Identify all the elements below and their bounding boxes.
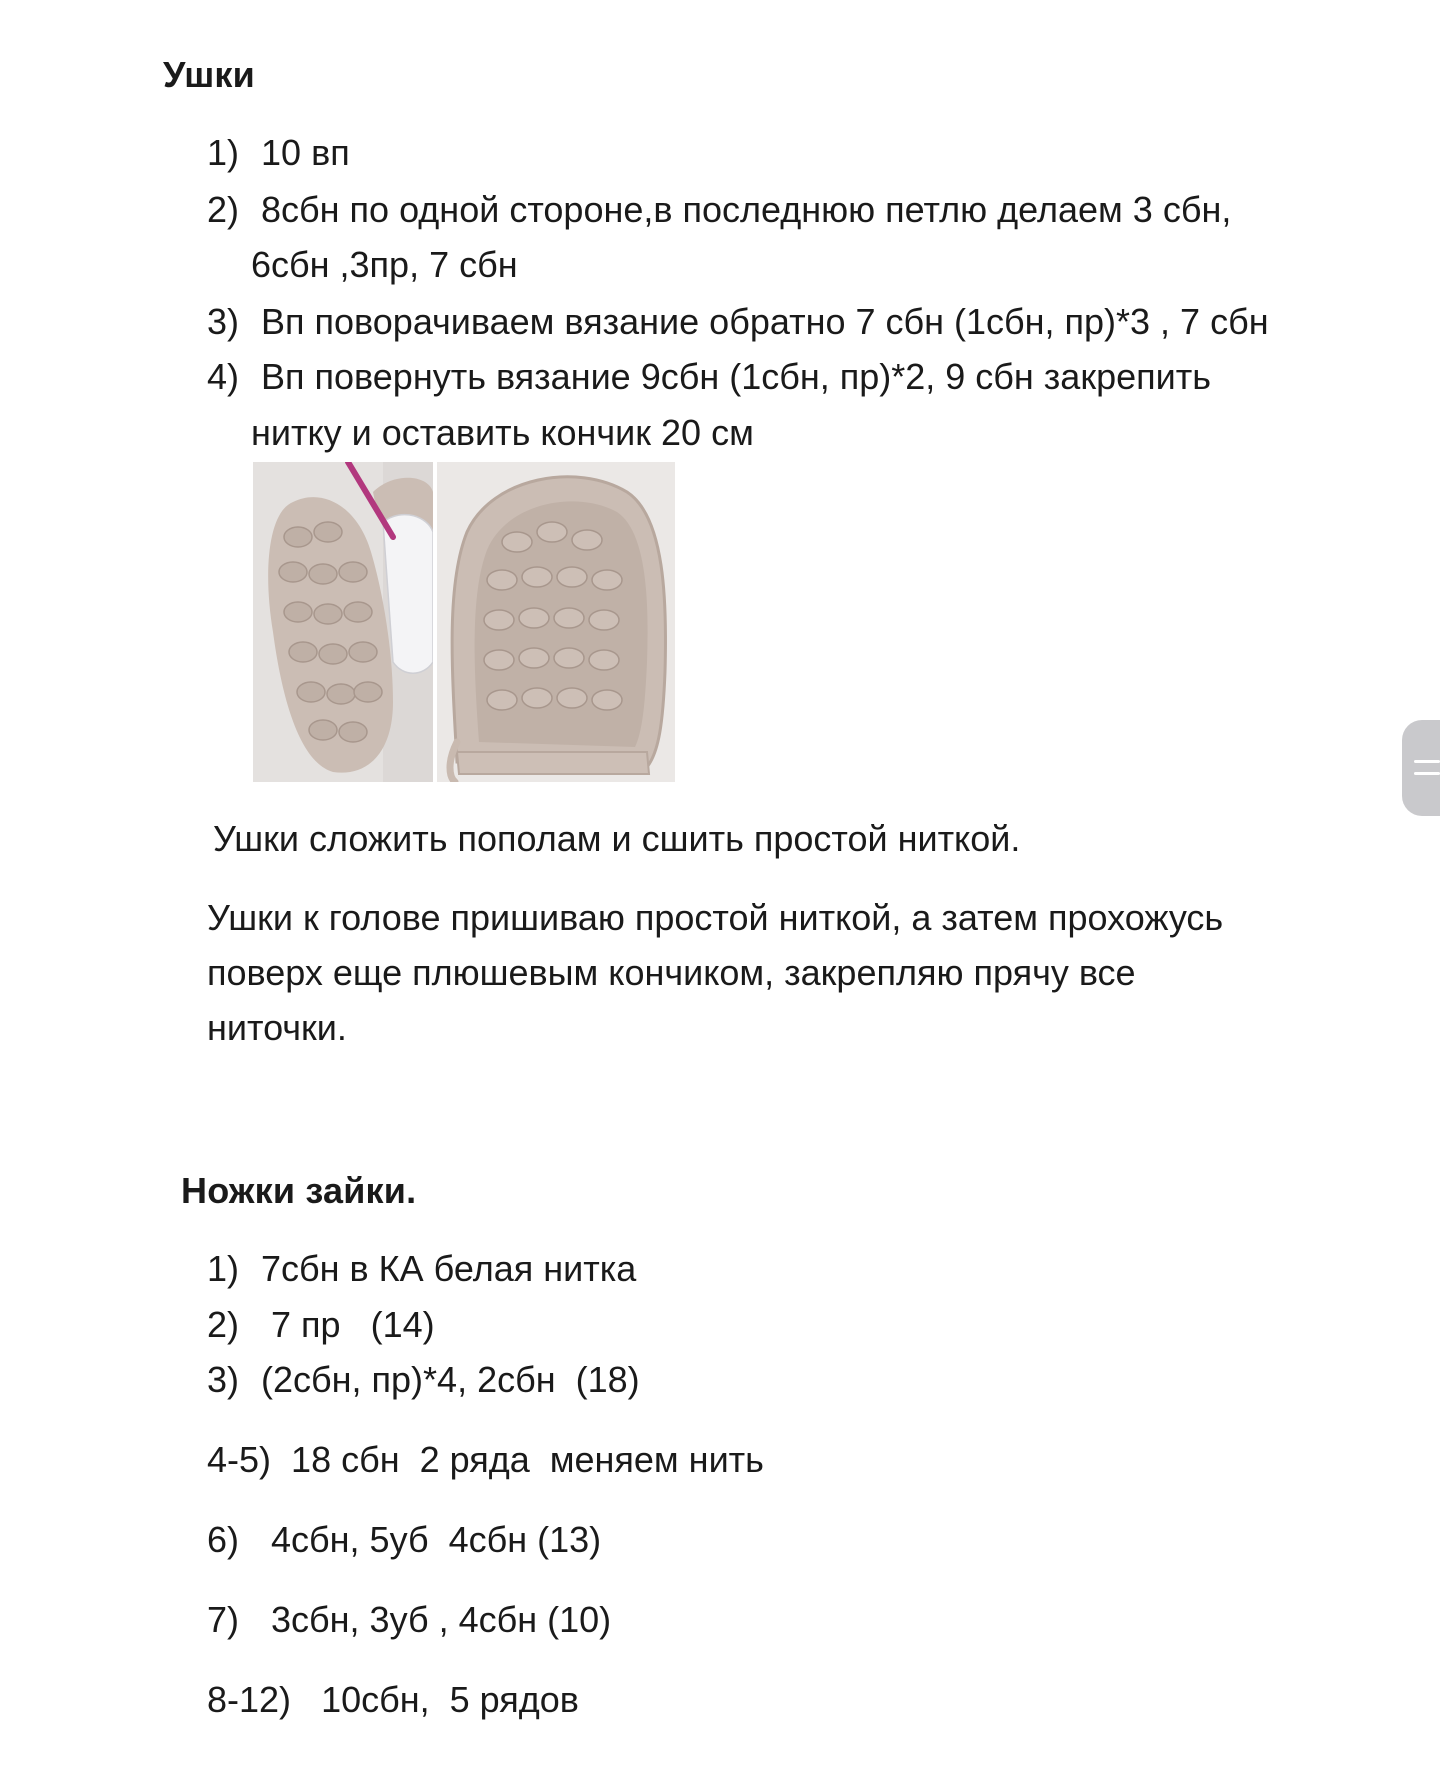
legs-step-1 — [207, 1247, 636, 1291]
step-text: 7сбн в КА белая нитка — [261, 1248, 637, 1289]
legs-step-2 — [207, 1303, 435, 1347]
step-text: (2сбн, пр)*4, 2сбн (18) — [261, 1359, 640, 1400]
ears-fold-note: Ушки сложить пополам и сшить простой ниткой. — [213, 818, 1021, 859]
ears-step-4 — [207, 355, 1211, 399]
ears-step-2 — [207, 188, 1231, 232]
legs-step-4-5 — [207, 1438, 764, 1482]
step-text: 10сбн, 5 рядов — [311, 1679, 579, 1720]
step-number: 2) — [207, 189, 240, 230]
step-number: 1) — [207, 132, 240, 173]
step-number: 7) — [207, 1599, 240, 1640]
step-number: 6) — [207, 1519, 240, 1560]
ears-title: Ушки — [163, 54, 255, 95]
step-text: 8сбн по одной стороне,в последнюю петлю делаем 3 сбн, — [261, 189, 1232, 230]
ears-attach-note-line-2: поверх еще плюшевым кончиком, закрепляю прячу все — [207, 952, 1136, 993]
ear-photos — [253, 462, 675, 782]
handle-grip-line — [1414, 760, 1440, 763]
handle-grip-line — [1414, 772, 1440, 775]
step-number: 3) — [207, 301, 240, 342]
ears-attach-note-line-3: ниточки. — [207, 1007, 347, 1048]
ear-photo-right — [437, 462, 675, 782]
legs-step-7 — [207, 1598, 611, 1642]
scroll-handle[interactable] — [1402, 720, 1440, 816]
ear-photo-left — [253, 462, 433, 782]
legs-step-8-12 — [207, 1678, 579, 1722]
step-text: Вп поворачиваем вязание обратно 7 сбн (1сбн, пр)*3 , 7 сбн — [261, 301, 1269, 342]
step-number: 4) — [207, 356, 240, 397]
step-text: 4сбн, 5уб 4сбн (13) — [261, 1519, 602, 1560]
ears-step-2-cont: 6сбн ,3пр, 7 сбн — [251, 244, 518, 285]
step-text: 10 вп — [261, 132, 350, 173]
step-text: Вп повернуть вязание 9сбн (1сбн, пр)*2, 9 сбн закрепить — [261, 356, 1211, 397]
step-text: 18 сбн 2 ряда меняем нить — [291, 1439, 764, 1480]
step-number: 4-5) — [207, 1439, 272, 1480]
legs-title: Ножки зайки. — [181, 1170, 417, 1211]
step-text: 3сбн, 3уб , 4сбн (10) — [261, 1599, 612, 1640]
ears-step-4-cont: нитку и оставить кончик 20 см — [251, 412, 754, 453]
ears-attach-note-line-1: Ушки к голове пришиваю простой ниткой, а затем прохожусь — [207, 897, 1224, 938]
legs-step-3 — [207, 1358, 640, 1402]
step-number: 2) — [207, 1304, 240, 1345]
ears-step-1 — [207, 131, 350, 175]
step-number: 8-12) — [207, 1679, 292, 1720]
ears-step-3 — [207, 300, 1269, 344]
step-text: 7 пр (14) — [261, 1304, 435, 1345]
step-number: 3) — [207, 1359, 240, 1400]
step-number: 1) — [207, 1248, 240, 1289]
legs-step-6 — [207, 1518, 601, 1562]
